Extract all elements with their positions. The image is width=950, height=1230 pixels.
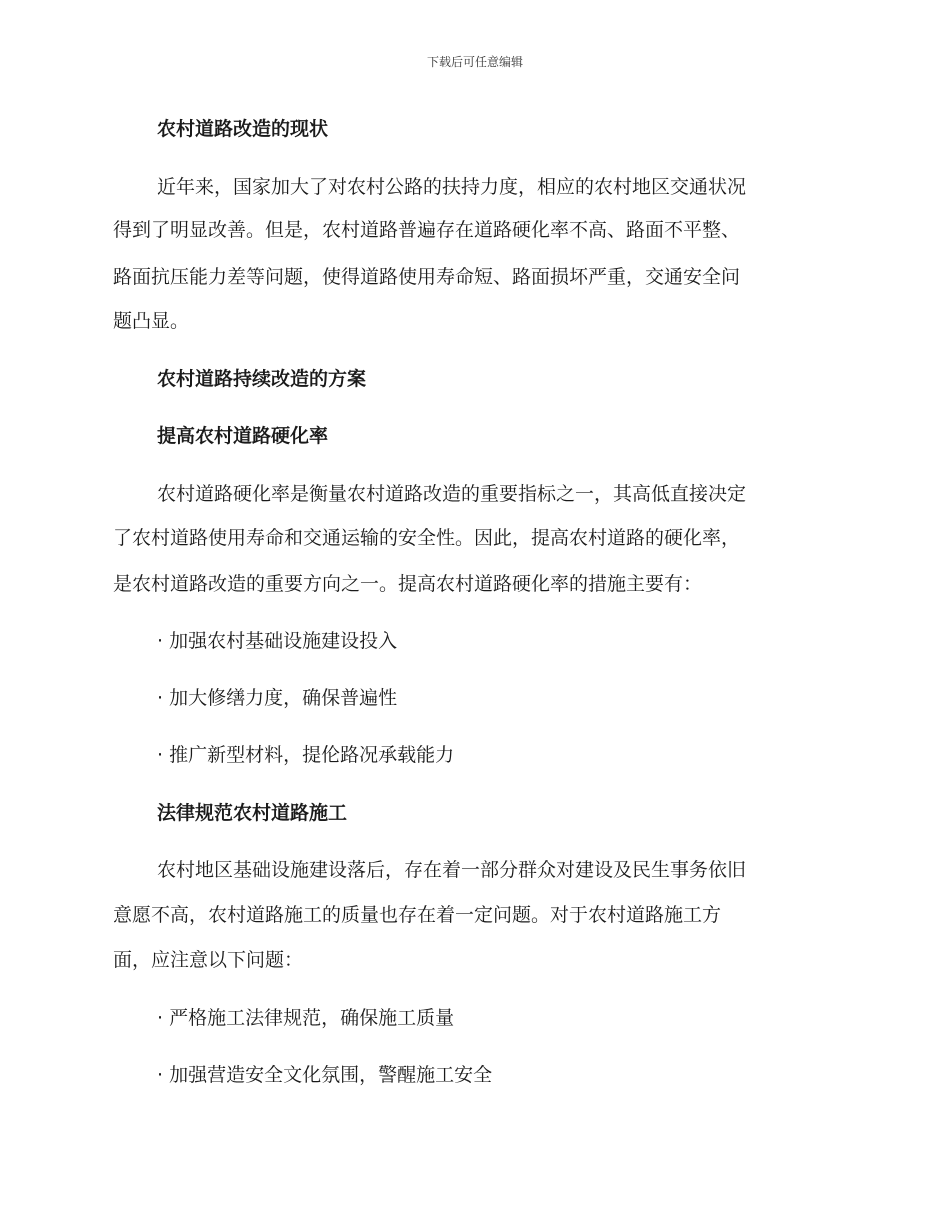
list-item: · 严格施工法律规范，确保施工质量 [157,1007,455,1029]
paragraph-line: 题凸显。 [113,310,190,332]
paragraph-line: 路面抗压能力差等问题，使得道路使用寿命短、路面损坏严重，交通安全问 [113,266,741,288]
paragraph-line: 了农村道路使用寿命和交通运输的安全性。因此，提高农村道路的硬化率， [113,527,741,549]
paragraph-line: 近年来，国家加大了对农村公路的扶持力度，相应的农村地区交通状况 [157,176,747,198]
paragraph-line: 得到了明显改善。但是，农村道路普遍存在道路硬化率不高、路面不平整、 [113,219,741,241]
paragraph-line: 是农村道路改造的重要方向之一。提高农村道路硬化率的措施主要有： [113,573,703,595]
section-heading-plan: 农村道路持续改造的方案 [157,368,367,390]
section-heading-status: 农村道路改造的现状 [157,118,329,140]
list-item: · 推广新型材料，提伦路况承载能力 [157,744,455,766]
list-item: · 加强农村基础设施建设投入 [157,630,398,652]
list-item: · 加强营造安全文化氛围，警醒施工安全 [157,1064,493,1086]
paragraph-line: 农村道路硬化率是衡量农村道路改造的重要指标之一，其高低直接决定 [157,483,747,505]
paragraph-line: 面，应注意以下问题： [113,949,304,971]
subsection-heading-law: 法律规范农村道路施工 [157,802,348,824]
paragraph-line: 意愿不高，农村道路施工的质量也存在着一定问题。对于农村道路施工方 [113,904,722,926]
list-item: · 加大修缮力度，确保普遍性 [157,687,398,709]
header-note: 下载后可任意编辑 [426,55,523,69]
subsection-heading-hardening: 提高农村道路硬化率 [157,425,329,447]
paragraph-line: 农村地区基础设施建设落后，存在着一部分群众对建设及民生事务依旧 [157,859,747,881]
